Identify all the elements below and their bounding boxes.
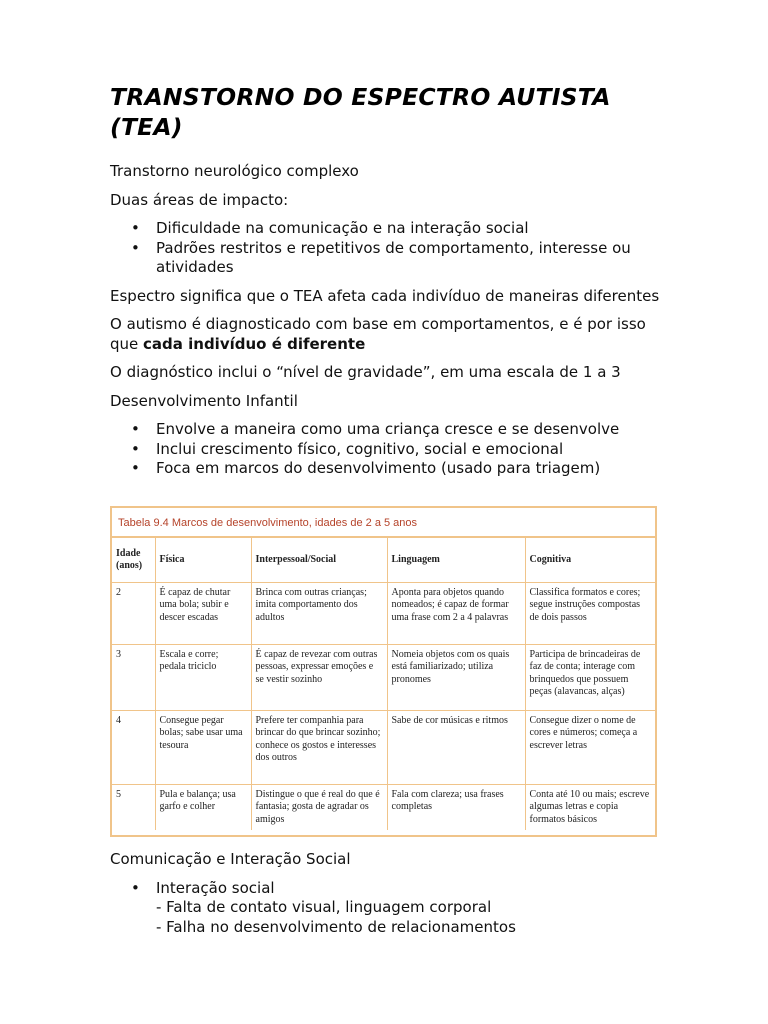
table-cell: Escala e corre; pedala triciclo <box>155 645 251 711</box>
section-heading-development: Desenvolvimento Infantil <box>110 391 298 410</box>
list-item <box>110 440 670 460</box>
header-social: Interpessoal/Social <box>251 538 387 583</box>
paragraph-severity: O diagnóstico inclui o “nível de gravidade”, em uma escala de 1 a 3 <box>110 363 621 381</box>
table-cell: Participa de brincadeiras de faz de conta; interage com brinquedos que possuem peças (alavancas, alças) <box>525 645 655 711</box>
sub-item-text: - Falha no desenvolvimento de relacionamentos <box>156 917 516 936</box>
bullet-icon: • <box>131 219 140 237</box>
table-cell: Classifica formatos e cores; segue instruções compostas de dois passos <box>525 583 655 645</box>
table-row <box>112 583 655 645</box>
list-item <box>110 420 670 440</box>
table-header-row <box>112 538 655 583</box>
section-heading-communication: Comunicação e Interação Social <box>110 850 351 868</box>
table-cell: Pula e balança; usa garfo e colher <box>155 785 251 831</box>
table-row <box>112 645 655 711</box>
page-title <box>110 82 670 142</box>
bullet-icon: • <box>131 878 140 897</box>
table-cell: 4 <box>112 711 155 785</box>
sub-item-text: - Falta de contato visual, linguagem corporal <box>156 898 492 916</box>
bullet-icon: • <box>131 459 140 477</box>
table-cell: Sabe de cor músicas e ritmos <box>387 711 525 785</box>
paragraph-definition: Transtorno neurológico complexo <box>110 162 359 180</box>
table-cell: Brinca com outras crianças; imita comportamento dos adultos <box>251 583 387 645</box>
list-item-text: Interação social <box>156 878 275 897</box>
table-caption: Tabela 9.4 Marcos de desenvolvimento, idades de 2 a 5 anos <box>112 508 655 538</box>
paragraph-impact-areas: Duas áreas de impacto: <box>110 190 289 209</box>
paragraph-diagnosis-text: O autismo é diagnosticado com base em comportamentos, e é por isso que <box>110 315 646 353</box>
table-cell: Consegue pegar bolas; sabe usar uma tesoura <box>155 711 251 785</box>
list-item-text: Inclui crescimento físico, cognitivo, social e emocional <box>156 439 564 458</box>
table-cell: Nomeia objetos com os quais está familiarizado; utiliza pronomes <box>387 645 525 711</box>
header-physical: Física <box>155 538 251 583</box>
list-item <box>110 459 670 479</box>
document-body <box>110 82 670 479</box>
list-item-text: Envolve a maneira como uma criança cresce e se desenvolve <box>156 420 620 438</box>
bullet-icon: • <box>131 238 140 257</box>
table-cell: Aponta para objetos quando nomeados; é capaz de formar uma frase com 2 a 4 palavras <box>387 583 525 645</box>
milestones-table <box>112 538 655 830</box>
list-item-text: Padrões restritos e repetitivos de comportamento, interesse ou atividades <box>156 238 631 276</box>
table-cell: 3 <box>112 645 155 711</box>
emphasis-text: cada indivíduo é diferente <box>143 334 366 353</box>
list-item-text: Foca em marcos do desenvolvimento (usado para triagem) <box>156 459 601 477</box>
table-cell: É capaz de chutar uma bola; subir e descer escadas <box>155 583 251 645</box>
table-row <box>112 711 655 785</box>
development-list <box>110 420 670 479</box>
table-cell: 2 <box>112 583 155 645</box>
table-cell: Fala com clareza; usa frases completas <box>387 785 525 831</box>
header-cognitive: Cognitiva <box>525 538 655 583</box>
table-row <box>112 785 655 831</box>
bullet-icon: • <box>131 439 140 458</box>
bullet-icon: • <box>131 420 140 438</box>
table-cell: Distingue o que é real do que é fantasia; gosta de agradar os amigos <box>251 785 387 831</box>
paragraph-diagnosis <box>110 315 670 354</box>
header-language: Linguagem <box>387 538 525 583</box>
table-cell: É capaz de revezar com outras pessoas, expressar emoções e se vestir sozinho <box>251 645 387 711</box>
table-cell: Conta até 10 ou mais; escreve algumas letras e copia formatos básicos <box>525 785 655 831</box>
document-body-lower <box>110 850 670 937</box>
table-cell: Consegue dizer o nome de cores e números; começa a escrever letras <box>525 711 655 785</box>
table-cell: Prefere ter companhia para brincar do que brincar sozinho; conhece os gostos e interesses dos outros <box>251 711 387 785</box>
list-item-text: Dificuldade na comunicação e na interação social <box>156 219 529 237</box>
impact-list <box>110 219 670 278</box>
communication-list <box>110 879 670 938</box>
list-item <box>110 239 670 278</box>
list-item <box>110 879 670 938</box>
title-line-1: TRANSTORNO DO ESPECTRO AUTISTA <box>110 83 611 111</box>
paragraph-spectrum: Espectro significa que o TEA afeta cada indivíduo de maneiras diferentes <box>110 286 660 305</box>
milestones-table-figure <box>110 506 657 837</box>
title-line-2: (TEA) <box>110 113 183 141</box>
header-age: Idade (anos) <box>112 538 155 583</box>
list-item <box>110 219 670 239</box>
table-cell: 5 <box>112 785 155 831</box>
